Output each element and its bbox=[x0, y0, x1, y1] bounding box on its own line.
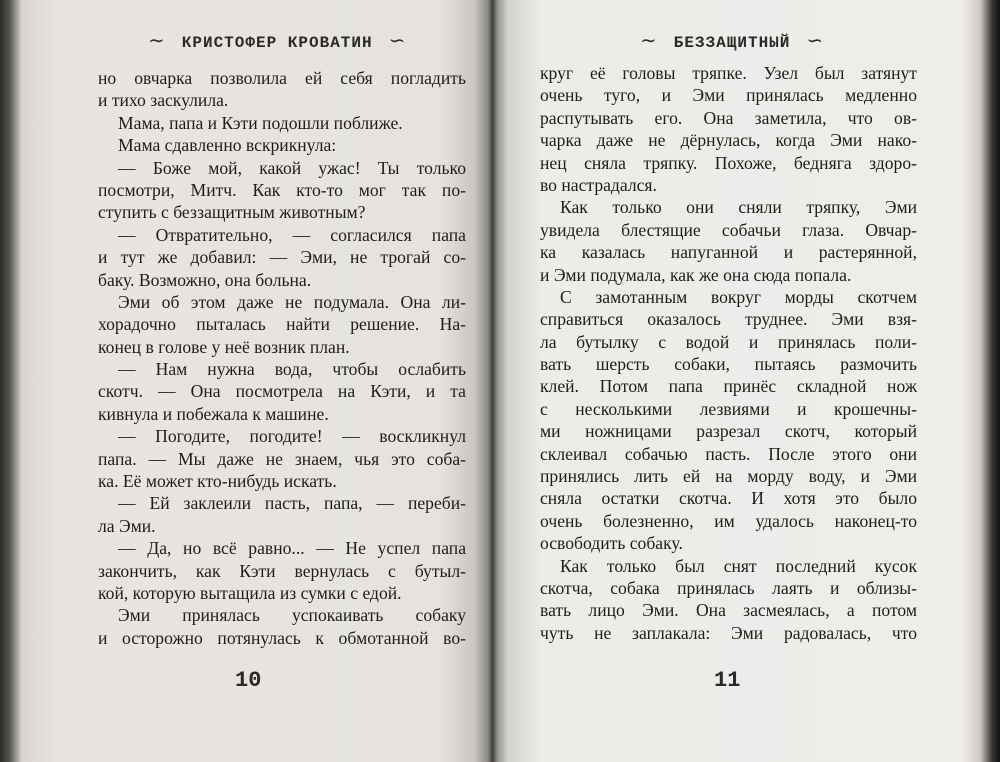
text-line: справиться оказалось труднее. Эми взя- bbox=[540, 309, 917, 330]
page-number: 10 bbox=[235, 668, 262, 693]
header-text: КРИСТОФЕР КРОВАТИН bbox=[181, 34, 373, 52]
page-body-text bbox=[98, 67, 466, 649]
swash-ornament: ∽ bbox=[806, 28, 825, 52]
text-line: ка казалась напуганной и растерянной, bbox=[540, 242, 917, 263]
text-line: ла Эми. bbox=[98, 515, 156, 536]
running-header-title bbox=[624, 28, 840, 52]
text-line: и тут же добавил: — Эми, не трогай со- bbox=[98, 247, 466, 268]
text-line: ка. Её может кто-нибудь искать. bbox=[98, 471, 337, 492]
text-line: ла бутылку с водой и принялась поли- bbox=[540, 331, 917, 352]
text-line: кивнула и побежала к машине. bbox=[98, 403, 329, 424]
swash-ornament: ∼ bbox=[148, 28, 166, 52]
text-line: Как только они сняли тряпку, Эми bbox=[560, 197, 917, 218]
text-line: чуть не заплакала: Эми радовалась, что bbox=[540, 622, 917, 643]
text-line: круг её головы тряпке. Узел был затянут bbox=[540, 63, 917, 83]
text-line: увидела блестящие собачьи глаза. Овчар- bbox=[540, 219, 917, 240]
text-line: чарка даже не дёрнулась, когда Эми нако- bbox=[540, 130, 917, 151]
text-line: вать шерсть собаки, пытаясь размочить bbox=[540, 354, 917, 375]
text-line: — Нам нужна вода, чтобы ослабить bbox=[118, 359, 466, 380]
text-line: клей. Потом папа принёс складной нож bbox=[540, 376, 917, 397]
text-line: нец сняла тряпку. Похоже, бедняга здоро- bbox=[540, 152, 917, 173]
text-line: Эми об этом даже не подумала. Она ли- bbox=[118, 291, 466, 312]
text-line: во настрадался. bbox=[540, 174, 657, 195]
text-line: — Да, но всё равно... — Не успел папа bbox=[118, 538, 466, 559]
text-line: посмотри, Митч. Как кто-то мог так по- bbox=[98, 179, 466, 200]
text-line: — Погодите, погодите! — воскликнул bbox=[118, 426, 466, 447]
text-line: — Боже мой, какой ужас! Ты только bbox=[118, 157, 466, 178]
header-text: БЕЗЗАЩИТНЫЙ bbox=[673, 34, 791, 52]
text-line: Эми принялась успокаивать собаку bbox=[118, 605, 466, 626]
text-line: очень болезненно, им удалось наконец-то bbox=[540, 510, 917, 531]
text-line: вать лицо Эми. Она засмеялась, а потом bbox=[540, 600, 917, 621]
text-line: — Отвратительно, — согласился папа bbox=[118, 224, 466, 245]
right-page bbox=[492, 0, 1000, 762]
text-line: и Эми подумала, как же она сюда попала. bbox=[540, 264, 852, 285]
text-line: скотч. — Она посмотрела на Кэти, и та bbox=[98, 381, 466, 402]
text-line: кой, которую вытащила из сумки с едой. bbox=[98, 582, 402, 603]
text-line: папа. — Мы даже не знаем, чья это соба- bbox=[98, 448, 466, 469]
text-line: принялись лить ей на морду воду, и Эми bbox=[540, 466, 917, 487]
text-line: и тихо заскулила. bbox=[98, 90, 229, 111]
page-body-text bbox=[540, 62, 917, 644]
swash-ornament: ∼ bbox=[640, 28, 658, 52]
running-header-author bbox=[132, 28, 422, 52]
swash-ornament: ∽ bbox=[388, 28, 407, 52]
text-line: Как только был снят последний кусок bbox=[560, 555, 917, 576]
text-line: хорадочно пыталась найти решение. На- bbox=[98, 314, 466, 335]
text-line: С замотанным вокруг морды скотчем bbox=[560, 286, 917, 307]
page-number: 11 bbox=[714, 668, 741, 693]
text-line: с несколькими лезвиями и крошечны- bbox=[540, 398, 917, 419]
text-line: но овчарка позволила ей себя погладить bbox=[98, 68, 466, 88]
text-line: распутывать его. Она заметила, что ов- bbox=[540, 107, 917, 128]
left-page bbox=[0, 0, 492, 762]
text-line: закончить, как Кэти вернулась с бутыл- bbox=[98, 560, 466, 581]
text-line: — Ей заклеили пасть, папа, — переби- bbox=[118, 493, 466, 514]
text-line: Мама, папа и Кэти подошли поближе. bbox=[118, 112, 403, 133]
text-line: скотча, собака принялась лаять и облизы- bbox=[540, 577, 917, 598]
text-line: очень туго, и Эми принялась медленно bbox=[540, 85, 917, 106]
text-line: Мама сдавленно вскрикнула: bbox=[118, 135, 337, 156]
text-line: и осторожно потянулась к обмотанной во- bbox=[98, 627, 466, 648]
text-line: ми ножницами разрезал скотч, который bbox=[540, 421, 917, 442]
text-line: конец в голове у неё возник план. bbox=[98, 336, 350, 357]
text-line: баку. Возможно, она больна. bbox=[98, 269, 312, 290]
text-line: склеивал собачью пасть. После этого они bbox=[540, 443, 917, 464]
text-line: сняла остатки скотча. И хотя это было bbox=[540, 488, 917, 509]
text-line: ступить с беззащитным животным? bbox=[98, 202, 366, 223]
text-line: освободить собаку. bbox=[540, 533, 683, 554]
